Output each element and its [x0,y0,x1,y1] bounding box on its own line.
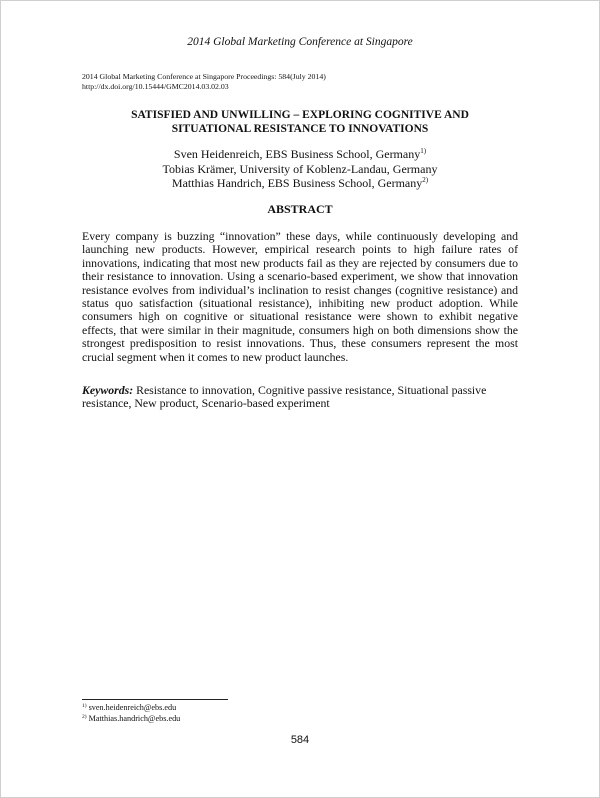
doi-link[interactable]: http://dx.doi.org/10.15444/GMC2014.03.02.03 [82,82,229,91]
author-2-name: Tobias Krämer, University of Koblenz-Landau, Germany [162,161,438,176]
footnote-2-email: Matthias.handrich@ebs.edu [88,713,181,723]
author-1 [82,147,518,162]
paper-title [82,108,518,136]
publication-meta [82,72,326,92]
footnote-1 [82,703,180,714]
footnote-2-mark: 2) [82,713,87,720]
page-number: 584 [290,734,310,746]
footnote-1-email: sven.heidenreich@ebs.edu [88,703,177,712]
author-1-name: Sven Heidenreich, EBS Business School, Germany [173,147,421,161]
title-line-2: SITUATIONAL RESISTANCE TO INNOVATIONS [171,123,429,135]
footnote-divider [82,699,228,700]
author-list [82,147,518,191]
keywords-text: Resistance to innovation, Cognitive passive resistance, Situational passive resistance, New product, Scenario-based experiment [82,383,487,411]
keywords [82,384,518,411]
footnote-2 [82,714,180,725]
abstract-heading: ABSTRACT [267,202,333,216]
author-1-footnote-mark: 1) [420,147,427,155]
running-header: 2014 Global Marketing Conference at Singapore [187,36,413,48]
author-3-footnote-mark: 2) [422,176,429,184]
footnote-1-mark: 1) [82,703,87,709]
abstract-text: Every company is buzzing “innovation” these days, while continuously developing and launching new products. However, empirical research points to high failure rates of innovations, indicating that most new products fail as they are rejected by consumers due to their resistance to innovation. Using a scenario-based experiment, we show that innovation resistance evolves from individual’s inclination to resist changes (cognitive resistance) and status quo satisfaction (situational resistance), inhibiting new product adoption. While consumers high on cognitive or situational resistance were shown to exhibit negative effects, that were similar in their magnitude, consumers high on both dimensions show the strongest predisposition to resist innovations. Thus, these consumers represent the most crucial segment when it comes to new product launches. [82,229,518,364]
proceedings-line: 2014 Global Marketing Conference at Singapore Proceedings: 584(July 2014) [82,72,326,81]
title-line-1: SATISFIED AND UNWILLING – EXPLORING COGNITIVE AND [131,109,469,121]
author-3 [82,176,518,191]
footnotes [82,703,180,724]
author-2 [82,162,518,177]
keywords-label: Keywords: [82,383,134,397]
author-3-name: Matthias Handrich, EBS Business School, Germany [171,176,423,190]
